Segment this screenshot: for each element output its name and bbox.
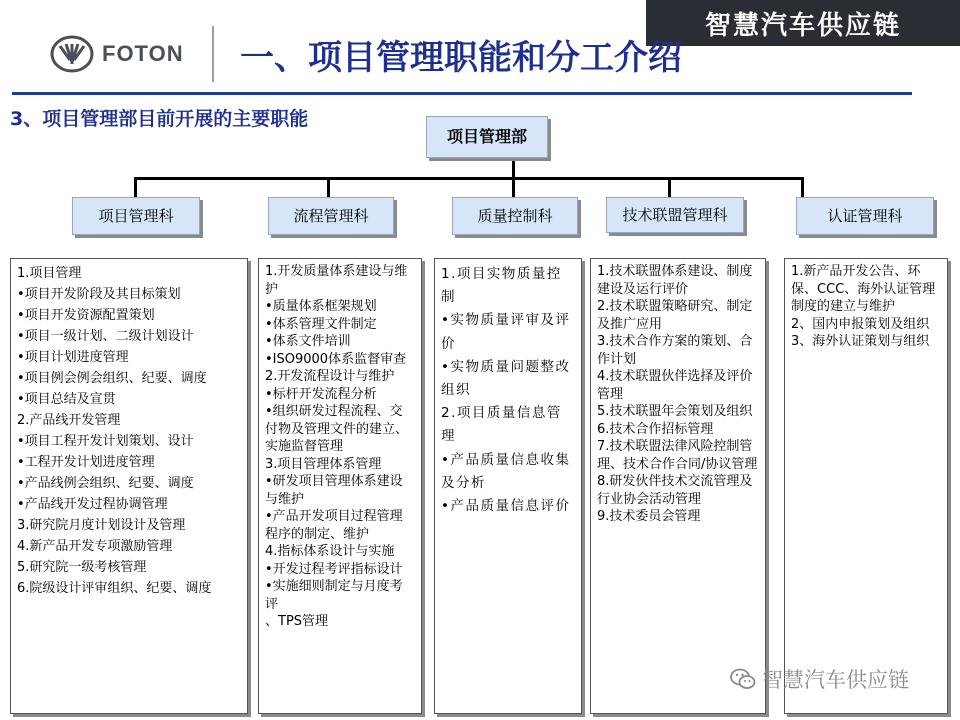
- duty-item: •项目计划进度管理: [17, 350, 129, 365]
- dept-node-project-management: 项目管理科: [72, 197, 200, 235]
- org-root-node: 项目管理部: [426, 116, 548, 158]
- foton-logo: [50, 34, 200, 74]
- duty-item: •产品质量信息评价: [441, 498, 571, 515]
- duty-item: •研发项目管理体系建设与维护: [265, 474, 403, 507]
- duty-item: •项目例会例会组织、纪要、调度: [17, 371, 207, 386]
- duty-item: •开发过程考评指标设计: [265, 561, 403, 577]
- connector-root-stem: [512, 157, 515, 178]
- duty-item: 6.院级设计评审组织、纪要、调度: [17, 581, 212, 596]
- duty-item: 5.研究院一级考核管理: [17, 560, 147, 575]
- duty-item: 1.新产品开发公告、环保、CCC、海外认证管理制度的建立与维护: [791, 264, 936, 314]
- duty-item: •项目总结及宣贯: [17, 392, 116, 407]
- dept-node-quality-control: 质量控制科: [452, 197, 578, 235]
- dept-duties-tech-alliance: [590, 258, 766, 714]
- section-title: 3、项目管理部目前开展的主要职能: [10, 108, 309, 130]
- duty-item: 2.项目质量信息管理: [441, 405, 562, 445]
- duty-item: 3.研究院月度计划设计及管理: [17, 518, 186, 533]
- duty-item: •实物质量问题整改组织: [441, 358, 571, 399]
- dept-duties-process-management: [258, 258, 422, 714]
- connector-bus: [134, 177, 803, 180]
- duty-item: 1.技术联盟体系建设、制度建设及运行评价: [597, 264, 753, 297]
- dept-duties-quality-control: [434, 258, 582, 714]
- duty-item: 4.指标体系设计与实施: [265, 544, 395, 559]
- header-divider: [212, 26, 214, 82]
- duty-item: 1.项目管理: [17, 266, 82, 281]
- wechat-icon: [730, 668, 756, 690]
- duty-item: 2.开发流程设计与维护: [265, 369, 395, 384]
- connector-dept-1: [134, 177, 137, 197]
- page-title: 一、项目管理职能和分工介绍: [240, 38, 682, 78]
- duty-item: 7.技术联盟法律风险控制管理、技术合作合同/协议管理: [597, 439, 758, 472]
- duty-item: 、TPS管理: [265, 614, 329, 629]
- duty-item: •产品线开发过程协调管理: [17, 497, 168, 512]
- duty-item: •质量体系框架规划: [265, 299, 377, 314]
- duty-item: 8.研发伙伴技术交流管理及行业协会活动管理: [597, 474, 753, 507]
- duty-item: •标杆开发流程分析: [265, 386, 377, 402]
- duty-item: 6.技术合作招标管理: [597, 421, 714, 437]
- duty-item: •产品线例会组织、纪要、调度: [17, 476, 194, 491]
- duty-item: 2、国内申报策划及组织: [791, 316, 930, 332]
- duty-item: 3.项目管理体系管理: [265, 456, 382, 472]
- brand-badge: 智慧汽车供应链: [646, 0, 960, 46]
- duty-item: •组织研发过程流程、交付物及管理文件的建立、实施监督管理: [265, 404, 409, 454]
- dept-duties-certification: [784, 258, 948, 714]
- duty-item: •项目开发阶段及其目标策划: [17, 287, 181, 302]
- connector-dept-4: [668, 177, 671, 197]
- duty-item: •工程开发计划进度管理: [17, 455, 155, 470]
- logo-text: FOTON: [102, 41, 184, 66]
- duty-item: •项目工程开发计划策划、设计: [17, 434, 194, 449]
- dept-duties-project-management: [10, 258, 248, 714]
- duty-item: •项目一级计划、二级计划设计: [17, 329, 194, 344]
- duty-item: •产品开发项目过程管理程序的制定、维护: [265, 509, 403, 542]
- duty-item: 4.新产品开发专项激励管理: [17, 539, 173, 554]
- dept-node-process-management: 流程管理科: [268, 197, 394, 235]
- watermark-text: 智慧汽车供应链: [762, 668, 909, 692]
- duty-item: •实施细则制定与月度考评: [265, 579, 403, 612]
- connector-dept-2: [327, 177, 330, 197]
- title-rule: [12, 92, 912, 95]
- duty-item: 3、海外认证策划与组织: [791, 334, 930, 349]
- duty-item: 2.产品线开发管理: [17, 413, 121, 428]
- duty-item: 1.项目实物质量控制: [441, 266, 562, 306]
- duty-item: •项目开发资源配置策划: [17, 308, 155, 323]
- duty-item: 5.技术联盟年会策划及组织: [597, 404, 753, 419]
- duty-item: 9.技术委员会管理: [597, 509, 701, 524]
- connector-dept-3: [512, 177, 515, 197]
- watermark: [730, 664, 909, 694]
- duty-item: •产品质量信息收集及分析: [441, 451, 571, 491]
- duty-item: •实物质量评审及评价: [441, 312, 571, 352]
- dept-node-certification: 认证管理科: [796, 197, 934, 235]
- foton-logo-icon: [50, 34, 94, 74]
- duty-item: 3.技术合作方案的策划、合作计划: [597, 334, 753, 367]
- duty-item: •体系管理文件制定: [265, 316, 377, 332]
- duty-item: •体系文件培训: [265, 334, 351, 349]
- duty-item: 2.技术联盟策略研究、制定及推广应用: [597, 299, 753, 332]
- duty-item: 1.开发质量体系建设与维护: [265, 264, 408, 297]
- duty-item: 4.技术联盟伙伴选择及评价管理: [597, 369, 753, 402]
- dept-node-tech-alliance: 技术联盟管理科: [606, 197, 744, 233]
- connector-dept-5: [801, 177, 804, 197]
- duty-item: •ISO9000体系监督审查: [265, 351, 407, 367]
